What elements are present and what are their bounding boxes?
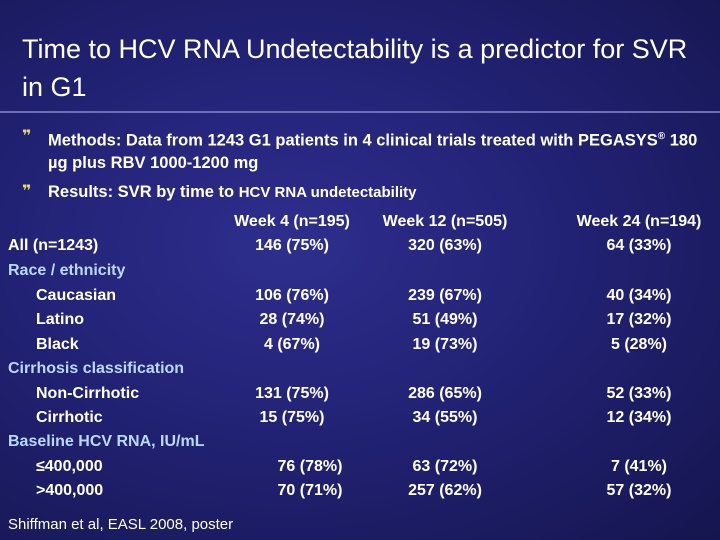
bullet-mark-icon: ❞: [22, 128, 32, 145]
results-text-b: HCV RNA undetectability: [238, 184, 417, 201]
cell-le-400000-week24: 7 (41%): [610, 458, 668, 475]
title-divider: [0, 111, 720, 113]
registered-mark: ®: [657, 131, 666, 142]
cell-black-week4: 4 (67%): [263, 336, 321, 353]
methods-text-a: Methods: Data from 1243 G1 patients in 4 clinical trials treated with PEGASYS: [48, 131, 658, 150]
cell-latino-week4: 28 (74%): [259, 311, 325, 328]
citation-footer: Shiffman et al, EASL 2008, poster: [8, 516, 234, 533]
row-label-cirrhotic: Cirrhotic: [36, 409, 103, 426]
slide-title: Time to HCV RNA Undetectability is a predictor for SVR in G1: [22, 34, 688, 102]
bullet-methods: [48, 126, 708, 174]
cell-le-400000-week4: 76 (78%): [277, 458, 343, 475]
row-label-baseline-hcv-rna: Baseline HCV RNA, IU/mL: [8, 433, 205, 450]
cell-gt-400000-week4: 70 (71%): [277, 482, 343, 499]
header-week-12: Week 12 (n=505): [382, 213, 508, 230]
cell-cirrhotic-week12: 34 (55%): [412, 409, 478, 426]
row-label-gt-400000: >400,000: [36, 482, 104, 499]
row-label-all: All (n=1243): [8, 237, 99, 254]
cell-black-week12: 19 (73%): [412, 336, 478, 353]
header-week-4: Week 4 (n=195): [234, 213, 350, 230]
cell-all-week4: 146 (75%): [255, 237, 329, 254]
header-week-24: Week 24 (n=194): [576, 213, 702, 230]
row-label-latino: Latino: [36, 311, 84, 328]
row-label-cirrhosis-classification: Cirrhosis classification: [8, 360, 185, 377]
bullet-results: [48, 181, 708, 204]
cell-gt-400000-week24: 57 (32%): [606, 482, 672, 499]
cell-cirrhotic-week24: 12 (34%): [606, 409, 672, 426]
row-label-race-ethnicity: Race / ethnicity: [8, 262, 126, 279]
cell-caucasian-week24: 40 (34%): [606, 287, 672, 304]
cell-non-cirrhotic-week12: 286 (65%): [408, 385, 482, 402]
methods-text-b: 180 µg plus RBV 1000-1200 mg: [48, 131, 698, 172]
row-label-le-400000: ≤400,000: [36, 458, 103, 475]
cell-cirrhotic-week4: 15 (75%): [259, 409, 325, 426]
cell-all-week12: 320 (63%): [408, 237, 482, 254]
cell-le-400000-week12: 63 (72%): [412, 458, 478, 475]
cell-caucasian-week4: 106 (76%): [255, 287, 329, 304]
cell-gt-400000-week12: 257 (62%): [408, 482, 482, 499]
row-label-caucasian: Caucasian: [36, 287, 117, 304]
cell-caucasian-week12: 239 (67%): [408, 287, 482, 304]
cell-latino-week24: 17 (32%): [606, 311, 672, 328]
cell-non-cirrhotic-week24: 52 (33%): [606, 385, 672, 402]
cell-non-cirrhotic-week4: 131 (75%): [255, 385, 329, 402]
cell-black-week24: 5 (28%): [610, 336, 668, 353]
cell-all-week24: 64 (33%): [606, 237, 672, 254]
results-text-a: Results: SVR by time to: [48, 183, 239, 201]
row-label-black: Black: [36, 336, 79, 353]
row-label-non-cirrhotic: Non-Cirrhotic: [36, 385, 140, 402]
cell-latino-week12: 51 (49%): [412, 311, 478, 328]
bullet-mark-icon: ❞: [22, 183, 32, 200]
